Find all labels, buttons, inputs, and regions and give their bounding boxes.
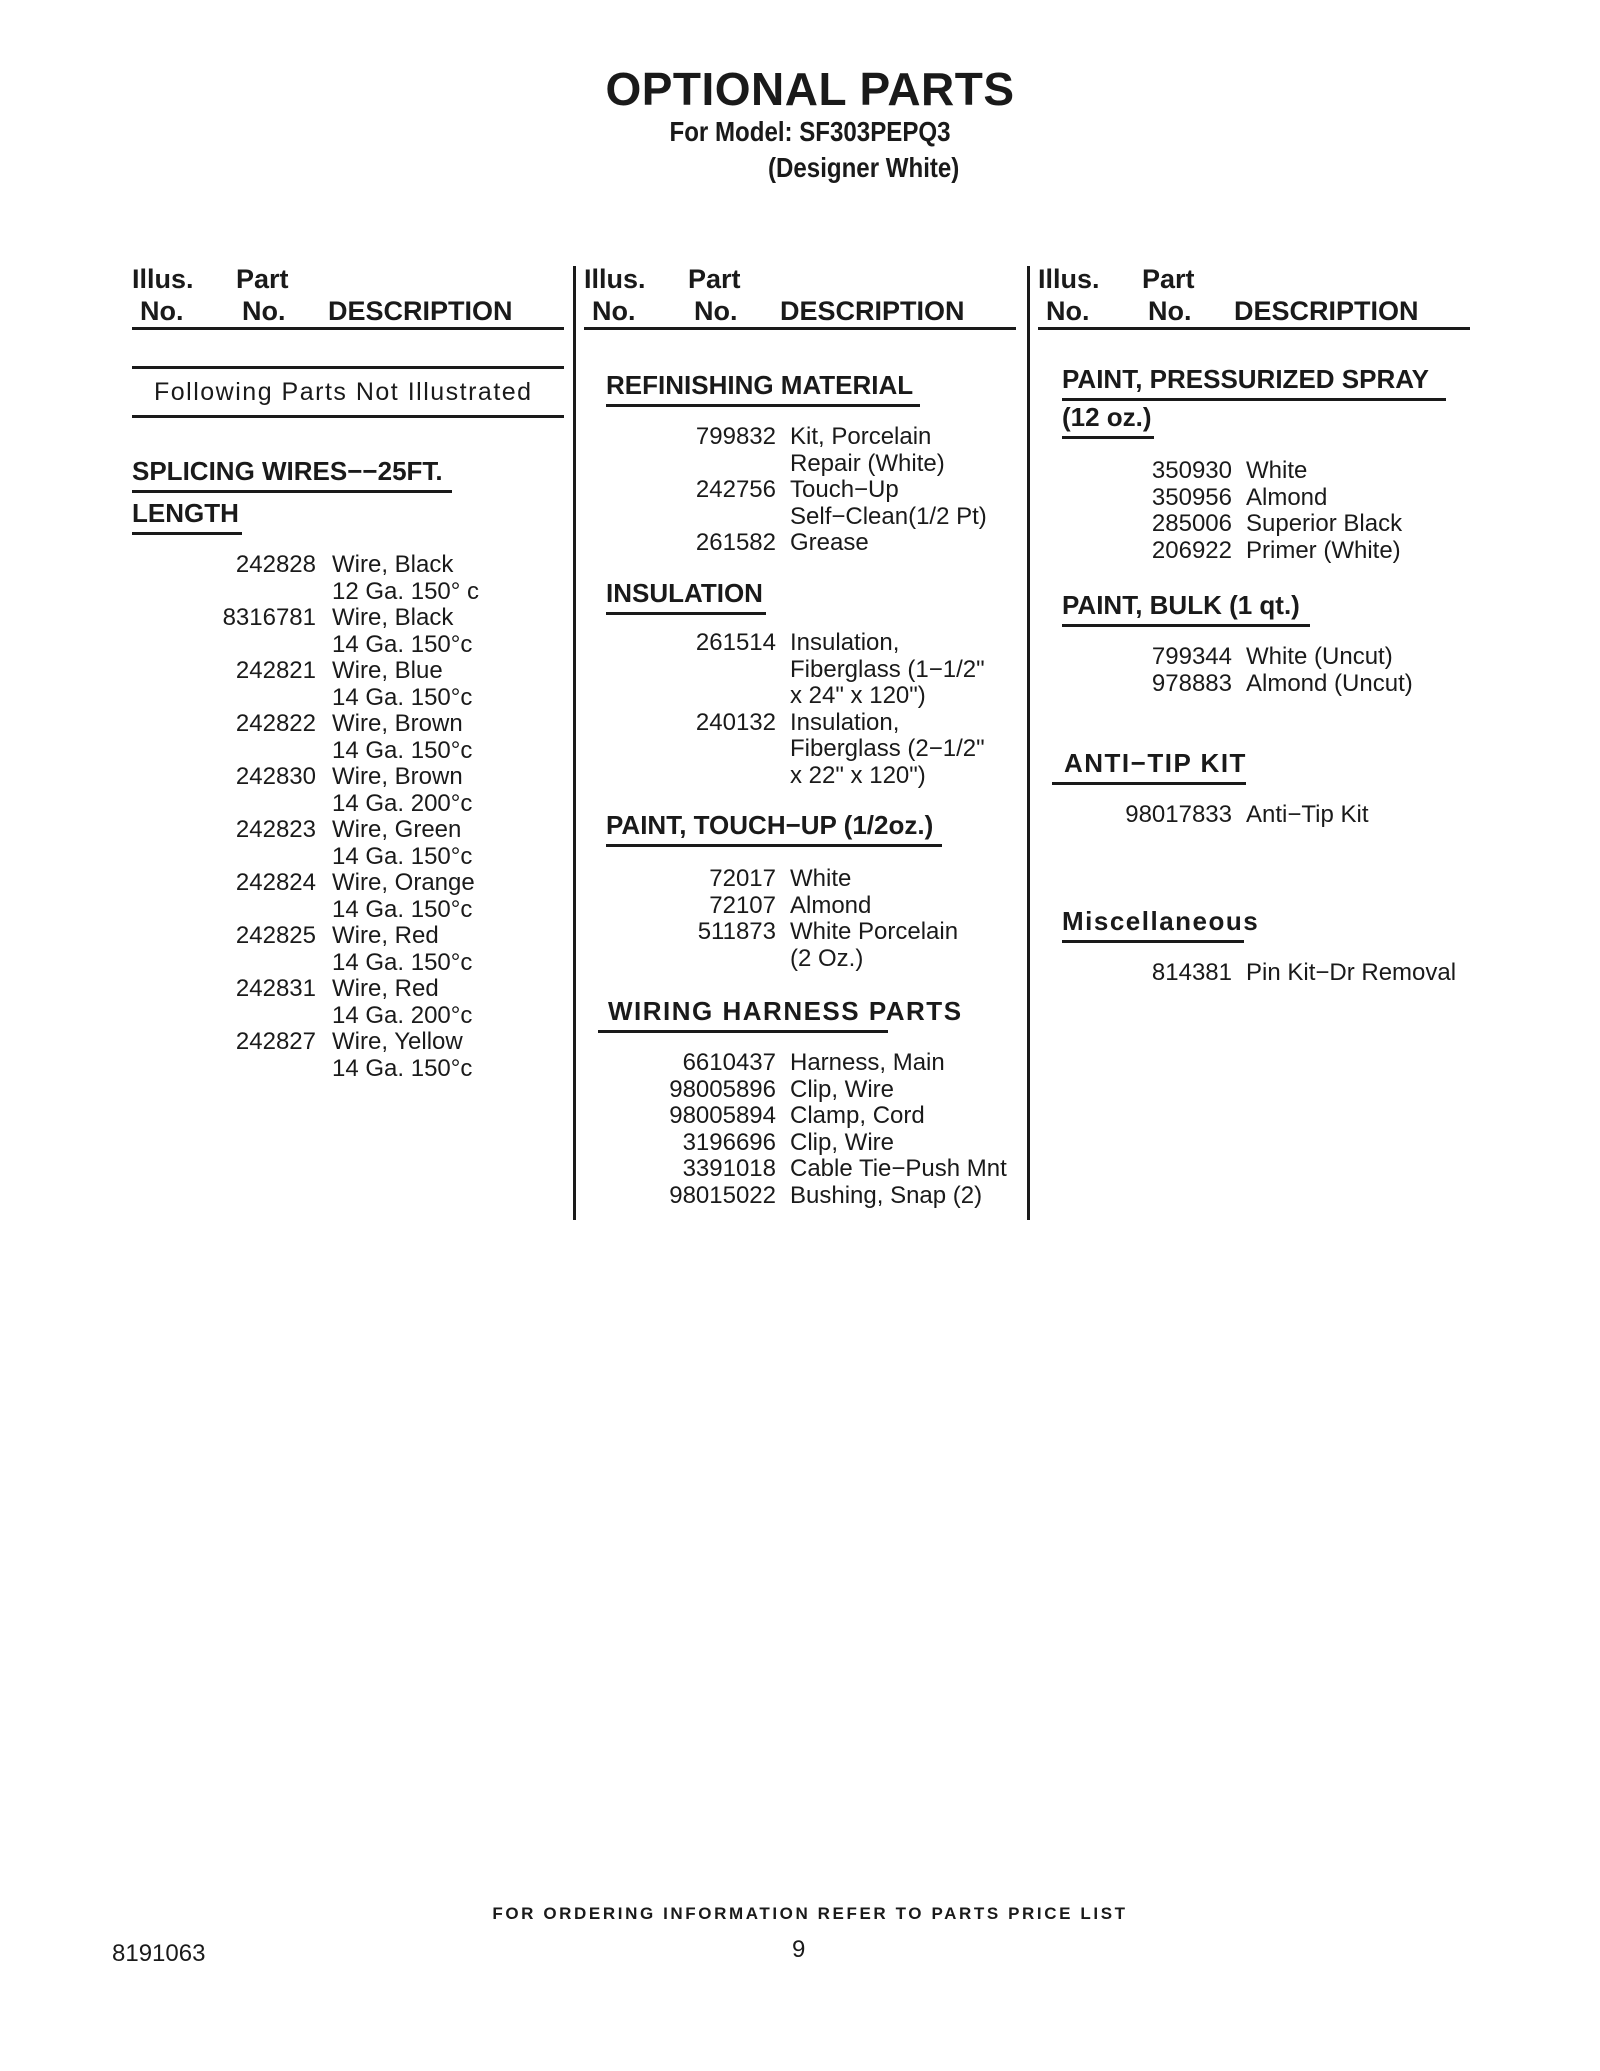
part-number: 285006 <box>1151 510 1232 537</box>
section-title-text: WIRING HARNESS PARTS <box>608 996 963 1026</box>
part-description: Insulation, Fiberglass (1−1/2" x 24" x 120") <box>790 629 985 709</box>
list-item <box>132 711 572 764</box>
part-number: 242824 <box>235 869 316 896</box>
part-description: Wire, Brown 14 Ga. 200°c <box>332 763 473 817</box>
section-title-text: INSULATION <box>606 578 763 608</box>
section-underline <box>606 404 920 407</box>
part-no-label: No. <box>242 296 286 326</box>
list-item <box>586 1183 1026 1210</box>
part-number: 98005896 <box>669 1075 776 1103</box>
part-number: 242825 <box>235 922 316 949</box>
part-description: Wire, Black 12 Ga. 150° c <box>332 551 480 605</box>
item-list <box>1042 960 1482 987</box>
section-underline <box>1062 436 1154 439</box>
part-number: 978883 <box>1151 669 1232 697</box>
part-description: White <box>1246 457 1308 484</box>
section-title <box>1062 402 1152 433</box>
item-list <box>1042 458 1482 564</box>
item-list <box>586 424 1026 557</box>
list-item <box>132 870 572 923</box>
section-title-line1: SPLICING WIRES−−25FT. <box>132 456 443 486</box>
illus-label: Illus. <box>584 264 646 294</box>
part-description: Pin Kit−Dr Removal <box>1246 959 1457 986</box>
list-item <box>586 1103 1026 1130</box>
list-item <box>586 530 1026 557</box>
part-description: White (Uncut) <box>1246 643 1393 670</box>
part-description: Clip, Wire <box>790 1075 895 1103</box>
section-title <box>606 810 933 841</box>
header-rule <box>584 327 1016 330</box>
part-number: 242831 <box>235 975 316 1002</box>
column-divider <box>1027 266 1030 1220</box>
section-title <box>132 456 443 487</box>
not-illustrated-banner <box>132 366 564 418</box>
part-description: Harness, Main <box>790 1049 945 1076</box>
part-number: 98005894 <box>669 1102 776 1129</box>
part-number: 799832 <box>695 423 776 450</box>
part-number: 242823 <box>235 816 316 843</box>
section-title <box>606 370 913 401</box>
section-title <box>1064 748 1247 779</box>
part-number: 8316781 <box>222 604 316 631</box>
part-number: 799344 <box>1151 643 1232 670</box>
part-description: Wire, Red 14 Ga. 200°c <box>332 975 473 1029</box>
model-line: For Model: SF303PEPQ3 <box>669 116 951 147</box>
part-number: 350930 <box>1151 457 1232 484</box>
item-list <box>586 1050 1026 1209</box>
section-title-text: REFINISHING MATERIAL <box>606 370 914 400</box>
section-underline <box>598 1030 888 1033</box>
list-item <box>586 893 1026 920</box>
part-description: Kit, Porcelain Repair (White) <box>790 423 945 477</box>
part-number: 242756 <box>695 476 776 503</box>
section-title-text: ANTI−TIP KIT <box>1064 748 1247 778</box>
description-label: DESCRIPTION <box>1234 296 1419 326</box>
part-label: Part <box>236 264 289 294</box>
list-item <box>132 923 572 976</box>
list-item <box>586 866 1026 893</box>
list-item <box>586 630 1026 710</box>
item-list <box>132 552 572 1082</box>
part-number: 3391018 <box>682 1155 776 1182</box>
list-item <box>132 1029 572 1082</box>
part-number: 814381 <box>1151 959 1232 986</box>
section-underline <box>1062 398 1446 401</box>
list-item <box>1042 802 1482 829</box>
column-divider <box>573 266 576 1220</box>
list-item <box>586 477 1026 530</box>
page-number: 9 <box>792 1936 806 1963</box>
document-number: 8191063 <box>112 1940 206 1967</box>
column-header <box>1038 262 1470 332</box>
list-item <box>1042 671 1482 698</box>
part-description: White Porcelain (2 Oz.) <box>790 918 959 972</box>
part-number: 350956 <box>1151 483 1232 511</box>
part-description: Bushing, Snap (2) <box>790 1181 983 1209</box>
part-number: 6610437 <box>682 1049 776 1076</box>
list-item <box>132 976 572 1029</box>
section-title-text: PAINT, BULK (1 qt.) <box>1062 590 1300 620</box>
part-description: Superior Black <box>1246 510 1403 537</box>
list-item <box>132 764 572 817</box>
part-description: Primer (White) <box>1246 536 1401 564</box>
description-label: DESCRIPTION <box>780 296 965 326</box>
part-description: Almond <box>790 891 872 919</box>
item-list <box>586 630 1026 789</box>
illus-no-label: No. <box>1046 296 1090 326</box>
part-description: Anti−Tip Kit <box>1246 801 1369 828</box>
part-label: Part <box>688 264 741 294</box>
section-title <box>1062 590 1300 621</box>
list-item <box>132 552 572 605</box>
item-list <box>1042 802 1482 829</box>
list-item <box>132 658 572 711</box>
list-item <box>586 1130 1026 1157</box>
illus-label: Illus. <box>1038 264 1100 294</box>
part-description: Wire, Orange 14 Ga. 150°c <box>332 869 475 923</box>
ordering-note: FOR ORDERING INFORMATION REFER TO PARTS PRICE LIST <box>492 1904 1128 1923</box>
section-title-line1: PAINT, PRESSURIZED SPRAY <box>1062 364 1429 394</box>
part-description: Almond (Uncut) <box>1246 669 1413 697</box>
list-item <box>1042 644 1482 671</box>
part-description: Almond <box>1246 483 1328 511</box>
part-number: 242822 <box>235 710 316 737</box>
section-title <box>1062 906 1259 937</box>
banner-text: Following Parts Not Illustrated <box>154 378 533 406</box>
section-title <box>1062 364 1429 395</box>
list-item <box>1042 485 1482 512</box>
model-color: (Designer White) <box>768 152 960 183</box>
parts-column-3 <box>1038 262 1482 1222</box>
part-number: 206922 <box>1151 536 1232 564</box>
page-title: OPTIONAL PARTS <box>605 63 1015 115</box>
section-underline <box>606 844 942 847</box>
illus-no-label: No. <box>592 296 636 326</box>
part-description: Cable Tie−Push Mnt <box>790 1155 1007 1182</box>
item-list <box>586 866 1026 972</box>
list-item <box>132 817 572 870</box>
section-title <box>606 578 763 609</box>
list-item <box>1042 960 1482 987</box>
part-description: Grease <box>790 529 869 556</box>
illus-label: Illus. <box>132 264 194 294</box>
part-number: 72107 <box>709 891 776 919</box>
column-header <box>584 262 1016 332</box>
part-description: White <box>790 865 852 892</box>
part-description: Wire, Yellow 14 Ga. 150°c <box>332 1028 473 1082</box>
part-description: Wire, Brown 14 Ga. 150°c <box>332 710 473 764</box>
part-number: 242827 <box>235 1028 316 1055</box>
part-number: 72017 <box>709 865 776 892</box>
list-item <box>1042 538 1482 565</box>
part-no-label: No. <box>1148 296 1192 326</box>
part-description: Wire, Red 14 Ga. 150°c <box>332 922 473 976</box>
section-title <box>132 498 239 529</box>
header-rule <box>132 327 564 330</box>
part-description: Insulation, Fiberglass (2−1/2" x 22" x 120") <box>790 708 985 789</box>
column-header <box>132 262 564 332</box>
part-number: 242821 <box>235 657 316 684</box>
parts-column-1 <box>132 262 572 1222</box>
part-number: 3196696 <box>682 1128 776 1156</box>
part-label: Part <box>1142 264 1195 294</box>
header-rule <box>1038 327 1470 330</box>
section-underline <box>1062 940 1244 943</box>
list-item <box>586 710 1026 790</box>
section-title-line2: LENGTH <box>132 498 239 528</box>
section-underline <box>1052 782 1246 785</box>
section-title-text: PAINT, TOUCH−UP (1/2oz.) <box>606 810 934 840</box>
part-description: Clamp, Cord <box>790 1102 925 1129</box>
part-number: 261514 <box>695 629 776 656</box>
list-item <box>586 1050 1026 1077</box>
part-description: Touch−Up Self−Clean(1/2 Pt) <box>790 476 987 530</box>
part-number: 242828 <box>235 551 316 578</box>
section-title-text: Miscellaneous <box>1062 906 1260 936</box>
item-list <box>1042 644 1482 697</box>
part-number: 98015022 <box>669 1181 776 1209</box>
part-number: 98017833 <box>1125 801 1232 828</box>
section-underline <box>1062 624 1310 627</box>
description-label: DESCRIPTION <box>328 296 513 326</box>
parts-column-2 <box>586 262 1026 1222</box>
part-number: 261582 <box>695 529 776 556</box>
list-item <box>1042 511 1482 538</box>
list-item <box>586 1156 1026 1183</box>
illus-no-label: No. <box>140 296 184 326</box>
part-number: 511873 <box>697 918 776 945</box>
part-description: Clip, Wire <box>790 1128 895 1156</box>
list-item <box>586 919 1026 972</box>
list-item <box>1042 458 1482 485</box>
section-underline <box>132 532 242 535</box>
section-underline <box>606 612 766 615</box>
part-number: 240132 <box>695 708 776 736</box>
list-item <box>586 1077 1026 1104</box>
part-description: Wire, Blue 14 Ga. 150°c <box>332 657 473 711</box>
part-no-label: No. <box>694 296 738 326</box>
section-underline <box>132 490 452 493</box>
part-number: 242830 <box>235 763 316 790</box>
list-item <box>132 605 572 658</box>
list-item <box>586 424 1026 477</box>
part-description: Wire, Black 14 Ga. 150°c <box>332 604 473 658</box>
section-title-line2: (12 oz.) <box>1062 402 1152 432</box>
part-description: Wire, Green 14 Ga. 150°c <box>332 816 473 870</box>
section-title <box>608 996 963 1027</box>
